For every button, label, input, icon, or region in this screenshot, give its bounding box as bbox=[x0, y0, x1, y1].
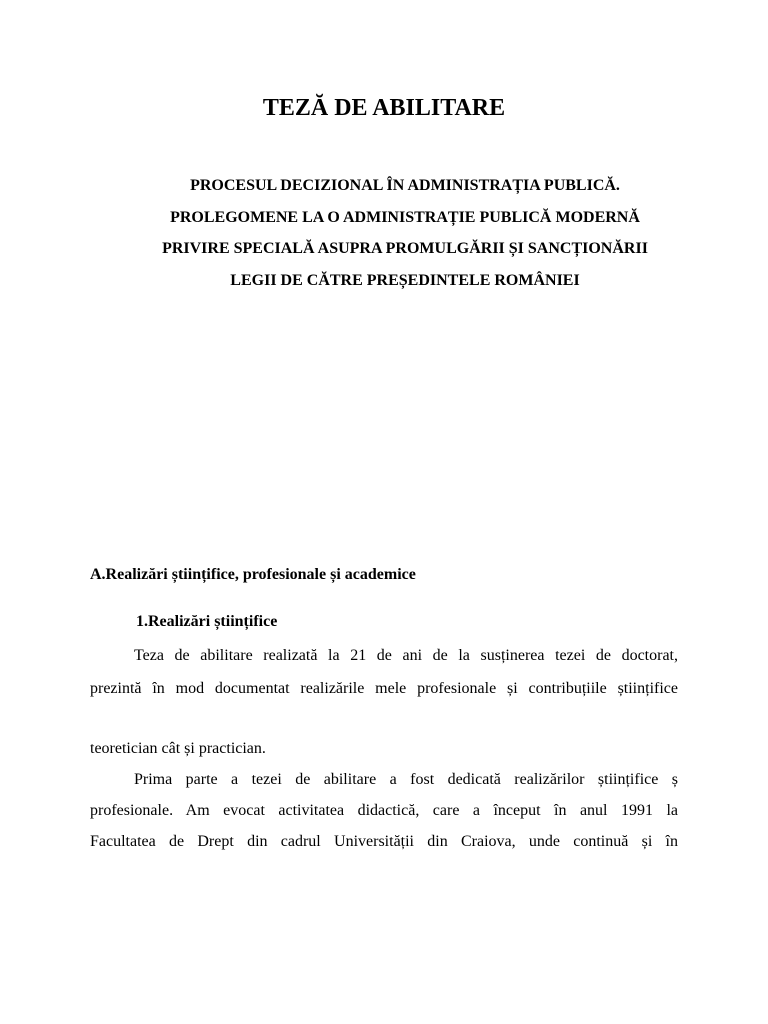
subsection-heading: 1.Realizări științifice bbox=[136, 613, 278, 630]
subtitle-line: PRIVIRE SPECIALĂ ASUPRA PROMULGĂRII ȘI SANCȚIONĂRII bbox=[162, 240, 648, 257]
paragraph-line: Teza de abilitare realizată la 21 de ani de la susținerea tezei de doctorat, bbox=[134, 647, 678, 664]
subtitle-line: PROCESUL DECIZIONAL ÎN ADMINISTRAȚIA PUBLICĂ. bbox=[190, 177, 620, 194]
paragraph-line: Facultatea de Drept din cadrul Universității din Craiova, unde continuă și în bbox=[90, 833, 678, 850]
thesis-subtitle bbox=[100, 174, 710, 300]
subtitle-line: LEGII DE CĂTRE PREȘEDINTELE ROMÂNIEI bbox=[230, 271, 580, 289]
paragraph-line: profesionale. Am evocat activitatea didactică, care a început în anul 1991 la bbox=[90, 802, 678, 819]
subtitle-line: PROLEGOMENE LA O ADMINISTRAȚIE PUBLICĂ MODERNĂ bbox=[170, 208, 640, 226]
paragraph-line: teoretician cât și practician. bbox=[90, 740, 266, 757]
paragraph-line: Prima parte a tezei de abilitare a fost dedicată realizărilor științifice ș bbox=[134, 771, 678, 788]
section-heading: A.Realizări științifice, profesionale și academice bbox=[90, 566, 416, 583]
paragraph-line: prezintă în mod documentat realizările mele profesionale și contribuțiile științifice bbox=[90, 680, 678, 697]
document-title: TEZĂ DE ABILITARE bbox=[262, 95, 506, 121]
